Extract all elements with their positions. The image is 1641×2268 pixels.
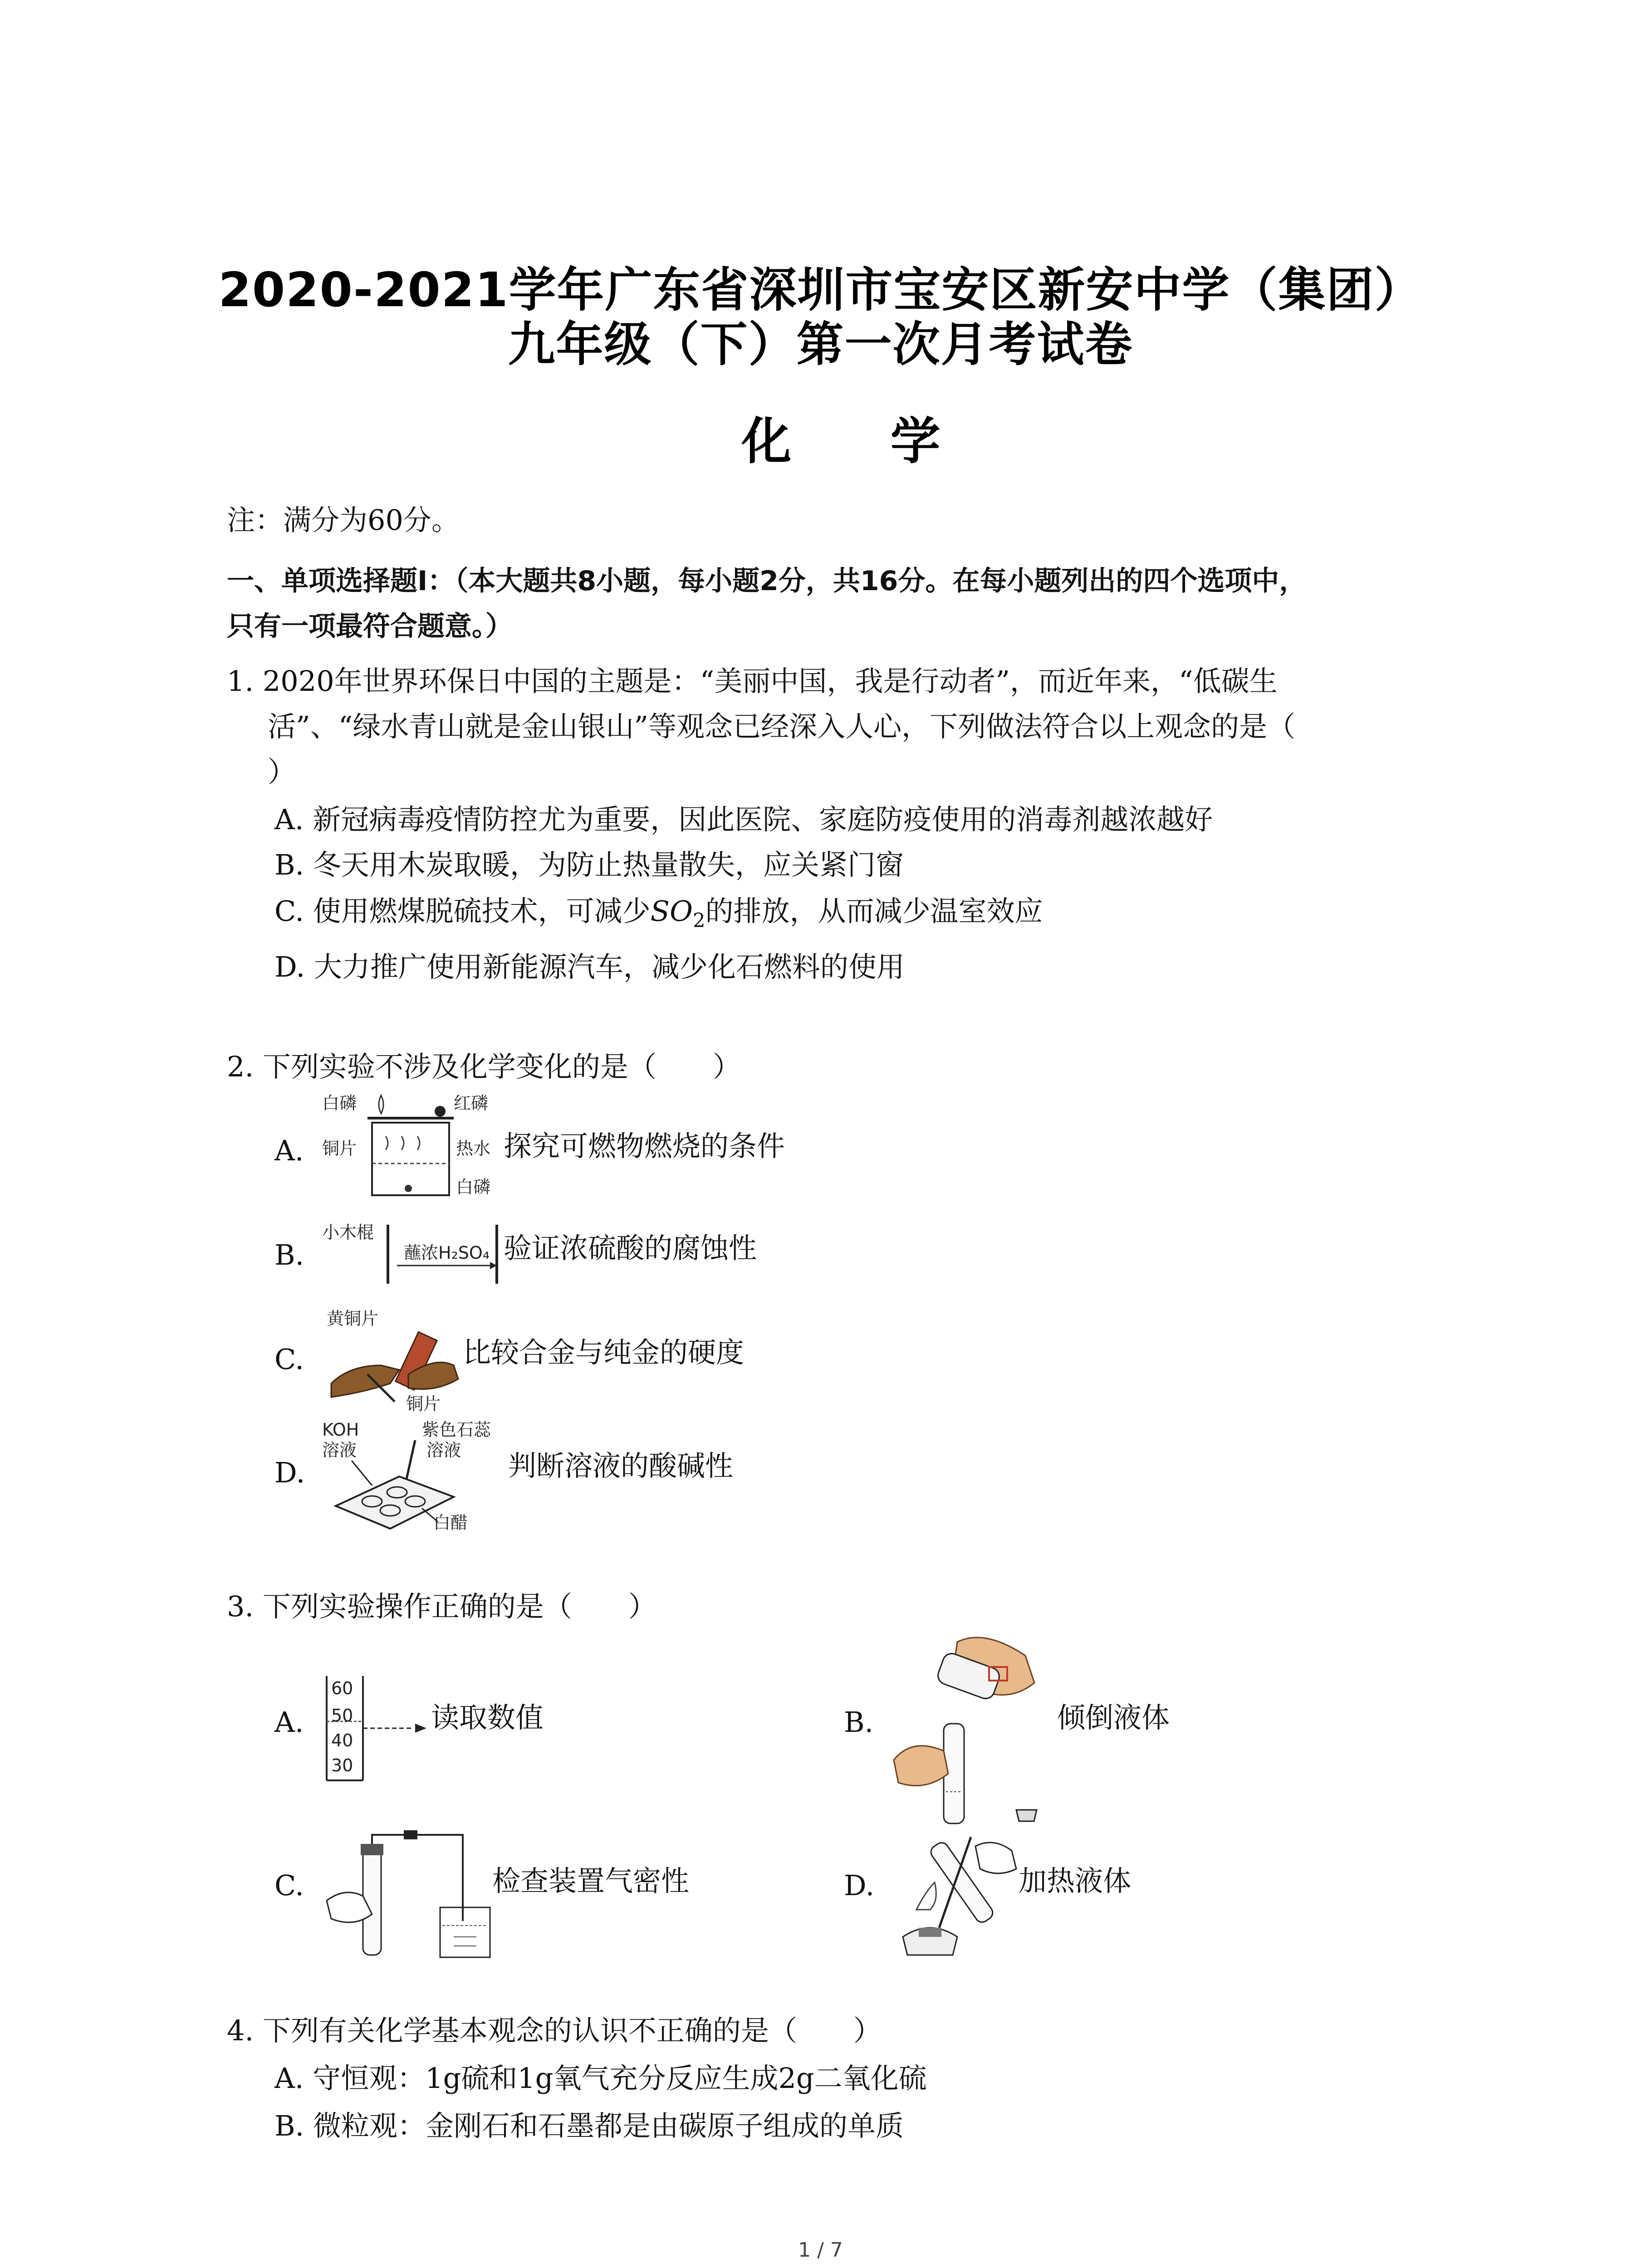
q3-stem: 3. 下列实验操作正确的是（ ） — [227, 1590, 656, 1623]
q3-option-d-label: D. — [844, 1869, 875, 1902]
fig-label-koh: KOH — [322, 1420, 359, 1440]
q1-option-a: A. 新冠病毒疫情防控尤为重要，因此医院、家庭防疫使用的消毒剂越浓越好 — [274, 803, 1213, 836]
q3-option-a-label: A. — [274, 1706, 304, 1739]
cylinder-tick-50: 50 — [331, 1706, 353, 1725]
q2-option-a-text: 探究可燃物燃烧的条件 — [504, 1129, 785, 1163]
fig-label-white-phosphorus-2: 白磷 — [456, 1177, 491, 1197]
q1-stem-line1: 1. 2020年世界环保日中国的主题是：“美丽中国，我是行动者”，而近年来，“低碳生 — [227, 665, 1278, 698]
q4-option-a: A. 守恒观：1g硫和1g氧气充分反应生成2g二氧化硫 — [274, 2062, 927, 2095]
q2-option-d-text: 判断溶液的酸碱性 — [508, 1449, 734, 1482]
q3-option-a-text: 读取数值 — [431, 1701, 544, 1734]
brass-copper-scratch-figure — [318, 1306, 467, 1415]
fig-label-white-phosphorus: 白磷 — [322, 1093, 357, 1113]
graduated-cylinder-figure — [318, 1672, 431, 1785]
fig-label-red-phosphorus: 红磷 — [454, 1093, 489, 1113]
fig-label-white-vinegar: 白醋 — [433, 1513, 468, 1531]
q2-option-b-label: B. — [274, 1238, 304, 1271]
fig-label-brass-sheet: 黄铜片 — [327, 1309, 379, 1329]
q2-stem: 2. 下列实验不涉及化学变化的是（ ） — [227, 1050, 741, 1083]
fig-label-wood-stick: 小木棍 — [322, 1222, 374, 1242]
q2-option-b-text: 验证浓硫酸的腐蚀性 — [504, 1232, 757, 1265]
exam-title-line1: 2020-2021学年广东省深圳市宝安区新安中学（集团） — [218, 262, 1423, 318]
q1-option-b: B. 冬天用木炭取暖，为防止热量散失，应关紧门窗 — [274, 848, 904, 881]
q3-option-c-text: 检查装置气密性 — [492, 1864, 690, 1897]
q1-stem-line2: 活”、“绿水青山就是金山银山”等观念已经深入人心，下列做法符合以上观念的是（ — [268, 710, 1296, 743]
cylinder-tick-60: 60 — [331, 1678, 353, 1698]
q1-option-d: D. 大力推广使用新能源汽车，减少化石燃料的使用 — [274, 950, 905, 983]
airtightness-check-figure — [318, 1828, 499, 1960]
q1-stem-line3: ） — [268, 755, 296, 788]
q2-option-c-label: C. — [274, 1343, 304, 1376]
q1-option-c-post: 的排放，从而减少温室效应 — [705, 894, 1043, 928]
fig-label-litmus: 紫色石蕊 — [422, 1420, 491, 1440]
q4-option-b: B. 微粒观：金刚石和石墨都是由碳原子组成的单质 — [274, 2109, 904, 2142]
spot-plate-figure — [318, 1418, 508, 1531]
page-number: 1 / 7 — [798, 2239, 843, 2262]
fig-label-conc-sulfuric-acid: 蘸浓H₂SO₄ — [404, 1243, 490, 1263]
fig-label-litmus-solution: 溶液 — [426, 1440, 461, 1460]
so2-subscript: 2 — [692, 909, 705, 932]
cylinder-tick-40: 40 — [331, 1730, 353, 1750]
combustion-apparatus-figure — [318, 1091, 508, 1209]
heating-liquid-figure — [885, 1828, 1030, 1960]
fig-label-koh-solution: 溶液 — [322, 1440, 357, 1460]
section1-heading-line1: 一、单项选择题Ⅰ：（本大题共8小题，每小题2分，共16分。在每小题列出的四个选项中， — [227, 565, 1307, 597]
score-note: 注：满分为60分。 — [227, 503, 460, 537]
section1-heading-line2: 只有一项最符合题意。） — [227, 611, 513, 642]
q2-option-d-label: D. — [274, 1456, 305, 1489]
sulfuric-acid-stick-figure — [318, 1216, 508, 1288]
exam-title-line2: 九年级（下）第一次月考试卷 — [508, 317, 1133, 372]
q1-option-c-pre: C. 使用燃煤脱硫技术，可减少 — [274, 894, 651, 928]
q3-option-b-text: 倾倒液体 — [1057, 1701, 1170, 1734]
fig-label-copper-sheet-2: 铜片 — [406, 1394, 441, 1414]
q3-option-d-text: 加热液体 — [1019, 1864, 1132, 1897]
fig-label-copper-sheet: 铜片 — [322, 1139, 357, 1158]
fig-label-hot-water: 热水 — [456, 1139, 491, 1158]
cylinder-tick-30: 30 — [331, 1755, 353, 1775]
q3-option-b-label: B. — [844, 1706, 874, 1739]
q1-option-c — [274, 894, 1043, 932]
q2-option-c-text: 比较合金与纯金的硬度 — [463, 1336, 745, 1369]
q2-option-a-label: A. — [274, 1134, 304, 1167]
pouring-liquid-figure — [889, 1628, 1071, 1837]
subject-title: 化 学 — [741, 412, 981, 470]
q4-stem: 4. 下列有关化学基本观念的认识不正确的是（ ） — [227, 2014, 882, 2047]
q3-option-c-label: C. — [274, 1869, 304, 1902]
so2-formula: SO — [650, 894, 693, 928]
